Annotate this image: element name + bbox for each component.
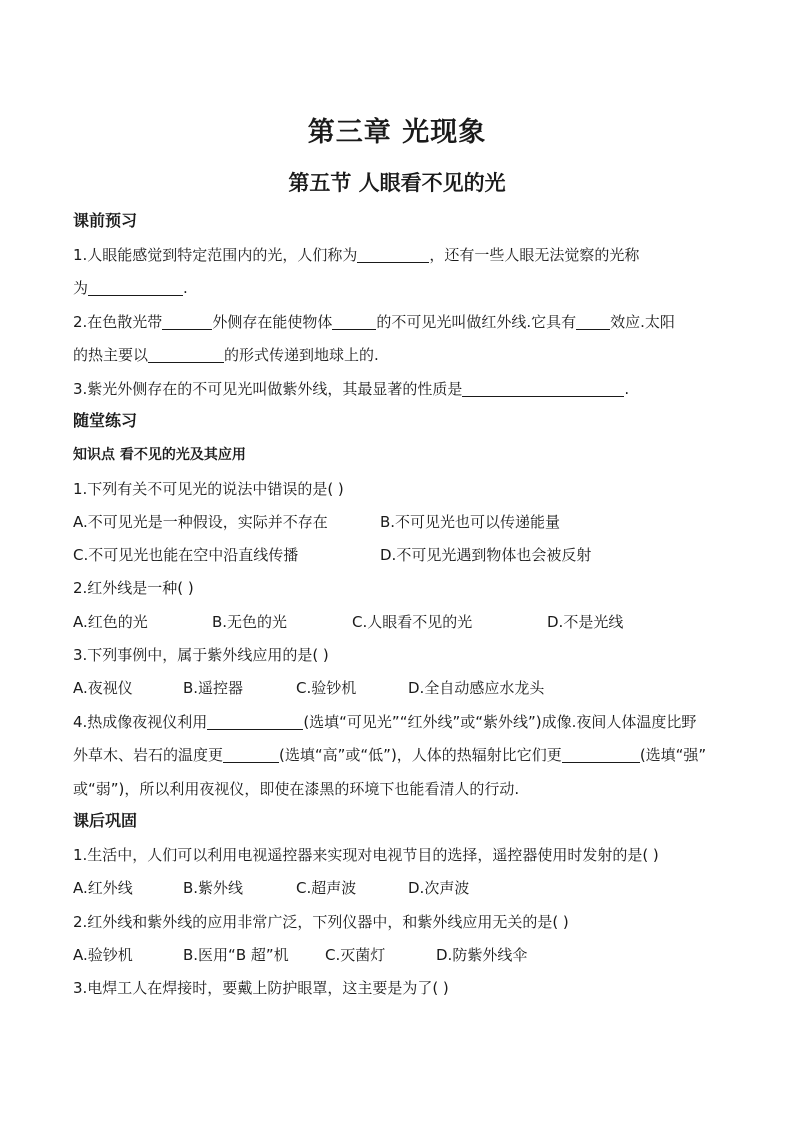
review-q3-stem: 3.电焊工人在焊接时，要戴上防护眼罩，这主要是为了( )	[73, 979, 449, 997]
review-q2-stem: 2.红外线和紫外线的应用非常广泛，下列仪器中，和紫外线应用无关的是( )	[73, 913, 569, 931]
answer-blank[interactable]	[162, 313, 212, 330]
option[interactable]: B.紫外线	[183, 879, 244, 897]
practice-q2-stem: 2.红外线是一种( )	[73, 579, 194, 597]
option[interactable]: C.超声波	[296, 879, 357, 897]
practice-q4-line2: 外草木、岩石的温度更 (选填“高”或“低”)，人体的热辐射比它们更 (选填“强”	[73, 746, 707, 764]
answer-blank[interactable]	[462, 380, 624, 397]
option[interactable]: A.红外线	[73, 879, 133, 897]
option[interactable]: A.不可见光是一种假设，实际并不存在	[73, 513, 328, 531]
review-heading: 课后巩固	[73, 811, 138, 830]
option[interactable]: B.不可见光也可以传递能量	[380, 513, 561, 531]
practice-q1-stem: 1.下列有关不可见光的说法中错误的是( )	[73, 480, 344, 498]
practice-heading: 随堂练习	[73, 411, 138, 430]
option[interactable]: D.不是光线	[547, 613, 624, 631]
preview-q2-line1: 2.在色散光带 外侧存在能使物体 的不可见光叫做红外线.它具有 效应.太阳	[73, 313, 675, 331]
option[interactable]: A.红色的光	[73, 613, 148, 631]
preview-q2-line2: 的热主要以 的形式传递到地球上的.	[73, 346, 379, 364]
option[interactable]: A.验钞机	[73, 946, 133, 964]
preview-q1-line1: 1.人眼能感觉到特定范围内的光，人们称为 ，还有一些人眼无法觉察的光称	[73, 246, 640, 264]
practice-q4-line3: 或“弱”)，所以利用夜视仪，即使在漆黑的环境下也能看清人的行动.	[73, 780, 520, 798]
answer-blank[interactable]	[148, 346, 224, 363]
option[interactable]: C.验钞机	[296, 679, 357, 697]
option[interactable]: D.次声波	[408, 879, 470, 897]
section-title: 第五节 人眼看不见的光	[288, 171, 506, 195]
practice-q4-line1: 4.热成像夜视仪利用 (选填“可见光”“红外线”或“紫外线”)成像.夜间人体温度比野	[73, 713, 697, 731]
option[interactable]: B.无色的光	[212, 613, 288, 631]
answer-blank[interactable]	[576, 313, 610, 330]
preview-q3: 3.紫光外侧存在的不可见光叫做紫外线，其最显著的性质是 .	[73, 380, 630, 398]
option[interactable]: C.人眼看不见的光	[352, 613, 473, 631]
option[interactable]: D.全自动感应水龙头	[408, 679, 545, 697]
option[interactable]: D.不可见光遇到物体也会被反射	[380, 546, 592, 564]
answer-blank[interactable]	[562, 746, 640, 763]
answer-blank[interactable]	[332, 313, 376, 330]
knowledge-point: 知识点 看不见的光及其应用	[73, 447, 246, 463]
option[interactable]: A.夜视仪	[73, 679, 133, 697]
option[interactable]: C.灭菌灯	[325, 946, 386, 964]
practice-q3-stem: 3.下列事例中，属于紫外线应用的是( )	[73, 646, 329, 664]
answer-blank[interactable]	[88, 279, 183, 296]
option[interactable]: C.不可见光也能在空中沿直线传播	[73, 546, 299, 564]
option[interactable]: D.防紫外线伞	[436, 946, 528, 964]
answer-blank[interactable]	[357, 246, 429, 263]
preview-heading: 课前预习	[73, 211, 138, 230]
option[interactable]: B.遥控器	[183, 679, 244, 697]
chapter-title: 第三章 光现象	[307, 117, 487, 148]
option[interactable]: B.医用“B 超”机	[183, 946, 289, 964]
preview-q1-line2: 为 .	[73, 279, 188, 297]
answer-blank[interactable]	[207, 713, 303, 730]
answer-blank[interactable]	[223, 746, 279, 763]
review-q1-stem: 1.生活中，人们可以利用电视遥控器来实现对电视节目的选择，遥控器使用时发射的是( )	[73, 846, 659, 864]
